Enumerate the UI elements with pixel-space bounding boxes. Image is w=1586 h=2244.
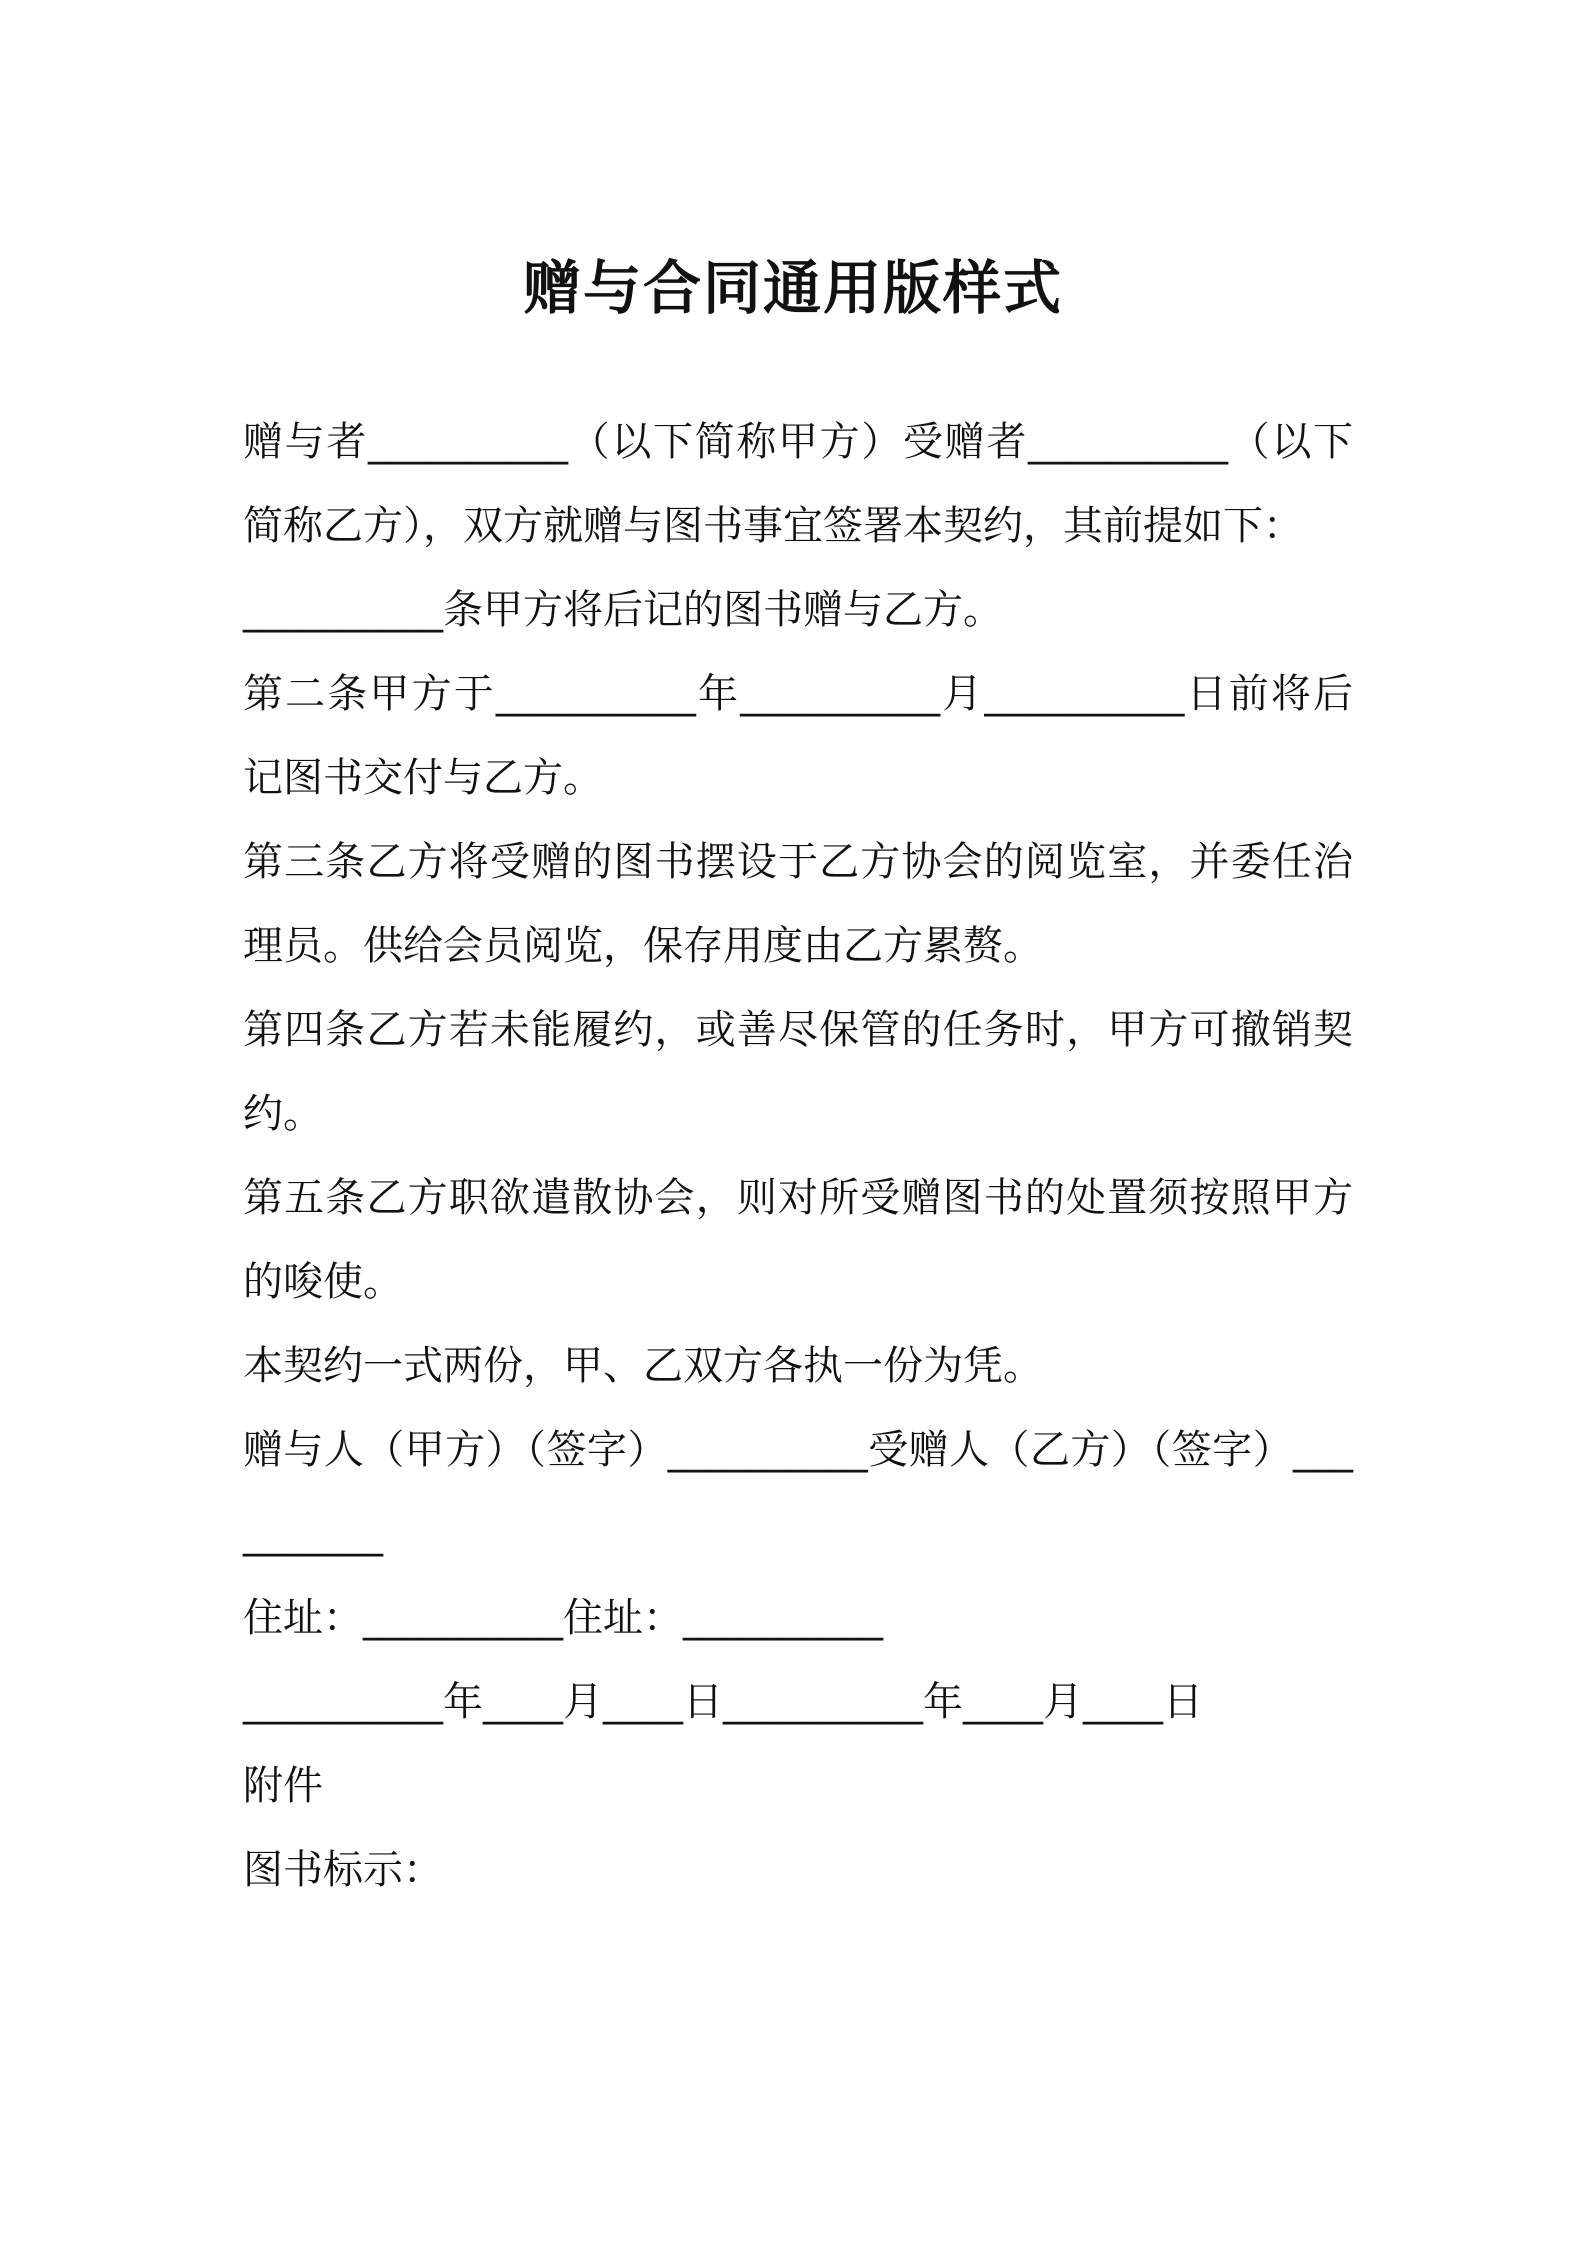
paragraph-article-4: 第四条乙方若未能履约，或善尽保管的任务时，甲方可撤销契约。	[243, 1007, 1353, 1137]
paragraph-preamble: 赠与者__________（以下简称甲方）受赠者__________（以下简称乙方），双方就赠与图书事宜签署本契约，其前提如下：	[243, 419, 1353, 549]
paragraph-dates: __________年____月____日__________年____月____日	[243, 1679, 1203, 1725]
document-title: 赠与合同通用版样式	[522, 254, 1063, 322]
paragraph-article-1: __________条甲方将后记的图书赠与乙方。	[243, 587, 1003, 633]
paragraph-signatures: 赠与人（甲方）（签字）__________受赠人（乙方）（签字）__________	[243, 1427, 1353, 1557]
paragraph-article-3: 第三条乙方将受赠的图书摆设于乙方协会的阅览室，并委任治理员。供给会员阅览，保存用度由乙方累赘。	[243, 839, 1353, 969]
paragraph-copies: 本契约一式两份，甲、乙双方各执一份为凭。	[243, 1343, 1043, 1389]
paragraph-article-2: 第二条甲方于__________年__________月__________日前将后记图书交付与乙方。	[243, 671, 1353, 801]
paragraph-book-list: 图书标示：	[243, 1847, 443, 1893]
paragraph-article-5: 第五条乙方职欲遣散协会，则对所受赠图书的处置须按照甲方的唆使。	[243, 1175, 1353, 1305]
paragraph-attachment: 附件	[243, 1763, 323, 1809]
document-body	[243, 400, 1353, 1912]
paragraph-addresses: 住址：__________住址：__________	[243, 1595, 883, 1641]
